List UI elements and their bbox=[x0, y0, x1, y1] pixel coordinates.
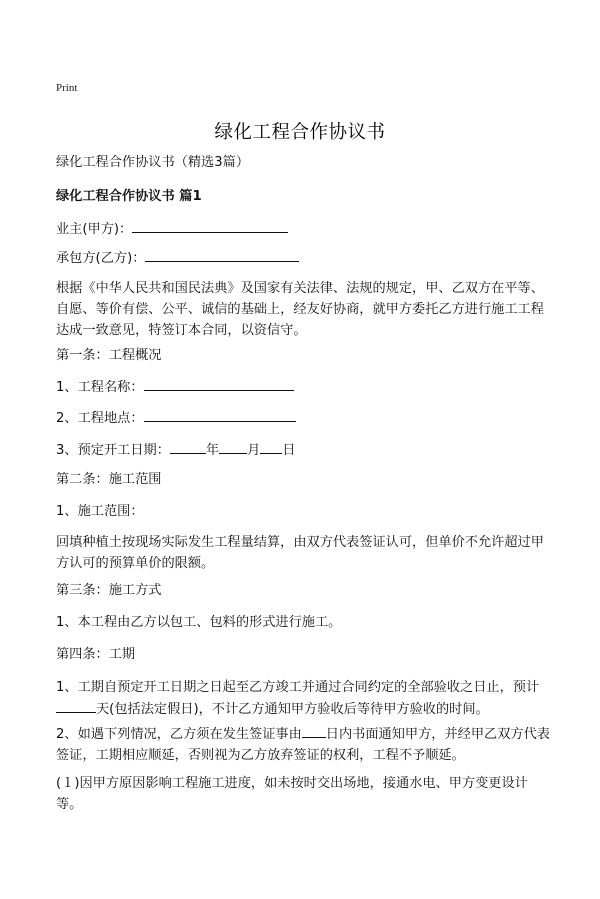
document-subtitle: 绿化工程合作协议书（精选3篇） bbox=[56, 155, 250, 170]
document-title: 绿化工程合作协议书 bbox=[214, 122, 386, 143]
month-label: 月 bbox=[247, 443, 261, 458]
month-blank bbox=[219, 439, 247, 454]
party-a-line bbox=[56, 218, 288, 241]
party-a-label: 业主(甲方)： bbox=[56, 222, 133, 237]
intro-paragraph: 根据《中华人民共和国民法典》及国家有关法律、法规的规定，甲、乙双方在平等、自愿、等价有偿、公平、诚信的基础上，经友好协商，就甲方委托乙方进行施工工程达成一致意见，特签订本合同，以资信守。 bbox=[56, 281, 544, 338]
term-item-1-part-a: 1、工期自预定开工日期之日起至乙方竣工并通过合同约定的全部验收之日止，预计 bbox=[56, 680, 540, 695]
day-blank bbox=[260, 439, 282, 454]
article-2-heading: 第二条：施工范围 bbox=[56, 472, 162, 487]
project-name-line bbox=[56, 376, 294, 399]
construction-method-item: 1、本工程由乙方以包工、包料的形式进行施工。 bbox=[56, 615, 342, 630]
project-name-blank bbox=[144, 376, 294, 391]
party-b-blank bbox=[145, 247, 299, 262]
section-heading: 绿化工程合作协议书 篇1 bbox=[56, 189, 202, 204]
term-item-2 bbox=[56, 723, 550, 766]
year-blank bbox=[170, 439, 206, 454]
print-label[interactable]: Print bbox=[56, 82, 78, 94]
term-item-2-part-b: 日内书面通知甲方，并经甲乙双方代表签证，工期相应顺延，否则视为乙方放弃签证的权利，工程不予顺延。 bbox=[56, 727, 550, 763]
day-label: 日 bbox=[282, 443, 296, 458]
term-item-2-sub-1: (１)因甲方原因影响工程施工进度，如未按时交出场地，接通水电、甲方变更设计等。 bbox=[56, 776, 528, 812]
term-item-1 bbox=[56, 677, 550, 720]
party-a-blank bbox=[132, 218, 288, 233]
scope-paragraph: 回填种植土按现场实际发生工程量结算，由双方代表签证认可，但单价不允许超过甲方认可的预算单价的限额。 bbox=[56, 535, 544, 571]
days-blank bbox=[56, 698, 96, 713]
term-item-1-part-b: 天(包括法定假日)，不计乙方通知甲方验收后等待甲方验收的时间。 bbox=[96, 702, 489, 717]
party-b-label: 承包方(乙方)： bbox=[56, 251, 146, 266]
article-3-heading: 第三条：施工方式 bbox=[56, 583, 162, 598]
project-name-label: 1、工程名称： bbox=[56, 380, 144, 395]
year-label: 年 bbox=[205, 443, 220, 458]
start-date-label: 3、预定开工日期： bbox=[56, 443, 170, 458]
notice-days-blank bbox=[302, 723, 326, 738]
construction-scope-label: 1、施工范围： bbox=[56, 504, 144, 519]
start-date-line bbox=[56, 439, 295, 462]
article-4-heading: 第四条：工期 bbox=[56, 647, 136, 662]
term-item-2-part-a: 2、如遇下列情况，乙方须在发生签证事由 bbox=[56, 727, 302, 742]
party-b-line bbox=[56, 247, 299, 270]
article-1-heading: 第一条：工程概况 bbox=[56, 348, 162, 363]
project-location-blank bbox=[144, 407, 296, 422]
project-location-label: 2、工程地点： bbox=[56, 411, 144, 426]
project-location-line bbox=[56, 407, 296, 430]
